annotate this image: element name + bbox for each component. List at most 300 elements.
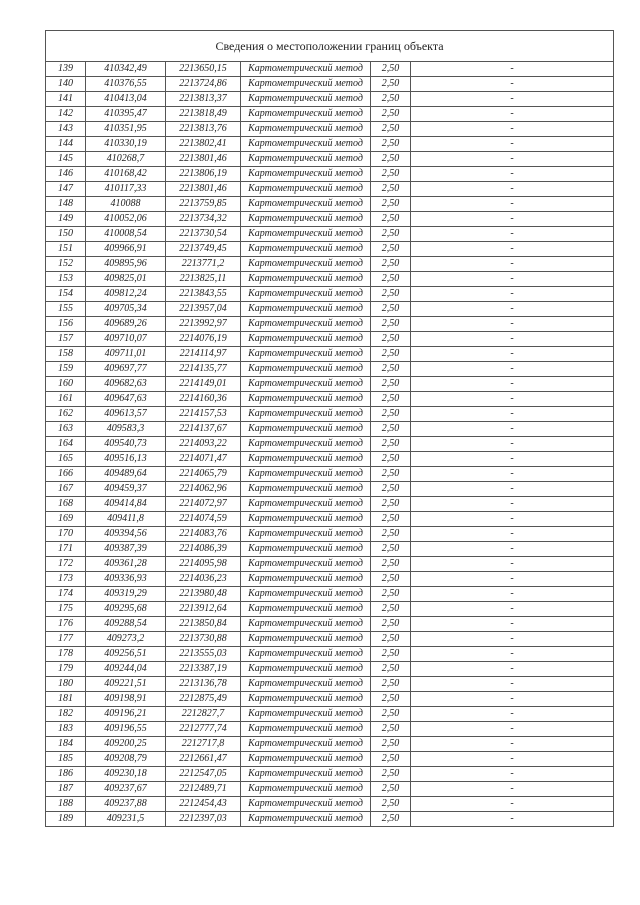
table-row bbox=[46, 347, 614, 362]
coord-y-cell: 2213802,41 bbox=[166, 137, 241, 152]
coord-x-cell: 409237,67 bbox=[86, 782, 166, 797]
table-row bbox=[46, 377, 614, 392]
accuracy-cell: 2,50 bbox=[371, 452, 411, 467]
accuracy-cell: 2,50 bbox=[371, 692, 411, 707]
accuracy-cell: 2,50 bbox=[371, 302, 411, 317]
description-cell: - bbox=[411, 662, 614, 677]
coord-y-cell: 2213724,86 bbox=[166, 77, 241, 92]
method-cell: Картометрический метод bbox=[241, 797, 371, 812]
coord-x-cell: 410268,7 bbox=[86, 152, 166, 167]
accuracy-cell: 2,50 bbox=[371, 737, 411, 752]
point-number-cell: 162 bbox=[46, 407, 86, 422]
coord-y-cell: 2214062,96 bbox=[166, 482, 241, 497]
boundary-table bbox=[45, 30, 614, 827]
accuracy-cell: 2,50 bbox=[371, 437, 411, 452]
coord-y-cell: 2213843,55 bbox=[166, 287, 241, 302]
point-number-cell: 157 bbox=[46, 332, 86, 347]
description-cell: - bbox=[411, 752, 614, 767]
method-cell: Картометрический метод bbox=[241, 347, 371, 362]
accuracy-cell: 2,50 bbox=[371, 167, 411, 182]
accuracy-cell: 2,50 bbox=[371, 122, 411, 137]
table-row bbox=[46, 422, 614, 437]
method-cell: Картометрический метод bbox=[241, 482, 371, 497]
point-number-cell: 173 bbox=[46, 572, 86, 587]
table-row bbox=[46, 107, 614, 122]
coord-y-cell: 2214071,47 bbox=[166, 452, 241, 467]
accuracy-cell: 2,50 bbox=[371, 137, 411, 152]
method-cell: Картометрический метод bbox=[241, 392, 371, 407]
coord-y-cell: 2212827,7 bbox=[166, 707, 241, 722]
point-number-cell: 156 bbox=[46, 317, 86, 332]
coord-y-cell: 2214095,98 bbox=[166, 557, 241, 572]
coord-x-cell: 409697,77 bbox=[86, 362, 166, 377]
table-row bbox=[46, 752, 614, 767]
table-row bbox=[46, 812, 614, 827]
method-cell: Картометрический метод bbox=[241, 767, 371, 782]
description-cell: - bbox=[411, 497, 614, 512]
method-cell: Картометрический метод bbox=[241, 197, 371, 212]
point-number-cell: 180 bbox=[46, 677, 86, 692]
method-cell: Картометрический метод bbox=[241, 467, 371, 482]
point-number-cell: 184 bbox=[46, 737, 86, 752]
coord-x-cell: 409198,91 bbox=[86, 692, 166, 707]
point-number-cell: 189 bbox=[46, 812, 86, 827]
description-cell: - bbox=[411, 332, 614, 347]
method-cell: Картометрический метод bbox=[241, 407, 371, 422]
coord-x-cell: 409208,79 bbox=[86, 752, 166, 767]
coord-y-cell: 2214093,22 bbox=[166, 437, 241, 452]
description-cell: - bbox=[411, 272, 614, 287]
table-row bbox=[46, 767, 614, 782]
coord-x-cell: 409256,51 bbox=[86, 647, 166, 662]
table-row bbox=[46, 152, 614, 167]
table-row bbox=[46, 542, 614, 557]
description-cell: - bbox=[411, 647, 614, 662]
accuracy-cell: 2,50 bbox=[371, 257, 411, 272]
table-row bbox=[46, 392, 614, 407]
coord-x-cell: 410117,33 bbox=[86, 182, 166, 197]
table-row bbox=[46, 287, 614, 302]
accuracy-cell: 2,50 bbox=[371, 812, 411, 827]
coord-y-cell: 2213136,78 bbox=[166, 677, 241, 692]
point-number-cell: 154 bbox=[46, 287, 86, 302]
coord-y-cell: 2214114,97 bbox=[166, 347, 241, 362]
description-cell: - bbox=[411, 107, 614, 122]
coord-x-cell: 409361,28 bbox=[86, 557, 166, 572]
description-cell: - bbox=[411, 137, 614, 152]
coord-x-cell: 409221,51 bbox=[86, 677, 166, 692]
method-cell: Картометрический метод bbox=[241, 287, 371, 302]
point-number-cell: 148 bbox=[46, 197, 86, 212]
point-number-cell: 175 bbox=[46, 602, 86, 617]
coord-y-cell: 2214076,19 bbox=[166, 332, 241, 347]
accuracy-cell: 2,50 bbox=[371, 647, 411, 662]
coord-x-cell: 409516,13 bbox=[86, 452, 166, 467]
method-cell: Картометрический метод bbox=[241, 782, 371, 797]
point-number-cell: 158 bbox=[46, 347, 86, 362]
method-cell: Картометрический метод bbox=[241, 722, 371, 737]
coord-x-cell: 409647,63 bbox=[86, 392, 166, 407]
table-row bbox=[46, 677, 614, 692]
description-cell: - bbox=[411, 182, 614, 197]
point-number-cell: 160 bbox=[46, 377, 86, 392]
table-row bbox=[46, 647, 614, 662]
coord-y-cell: 2212397,03 bbox=[166, 812, 241, 827]
table-row bbox=[46, 302, 614, 317]
description-cell: - bbox=[411, 482, 614, 497]
method-cell: Картометрический метод bbox=[241, 737, 371, 752]
coord-y-cell: 2213771,2 bbox=[166, 257, 241, 272]
table-row bbox=[46, 437, 614, 452]
method-cell: Картометрический метод bbox=[241, 647, 371, 662]
table-title: Сведения о местоположении границ объекта bbox=[46, 31, 614, 62]
point-number-cell: 166 bbox=[46, 467, 86, 482]
coord-y-cell: 2212454,43 bbox=[166, 797, 241, 812]
coord-y-cell: 2214137,67 bbox=[166, 422, 241, 437]
accuracy-cell: 2,50 bbox=[371, 272, 411, 287]
point-number-cell: 159 bbox=[46, 362, 86, 377]
coord-y-cell: 2214072,97 bbox=[166, 497, 241, 512]
description-cell: - bbox=[411, 92, 614, 107]
accuracy-cell: 2,50 bbox=[371, 632, 411, 647]
coord-x-cell: 410052,06 bbox=[86, 212, 166, 227]
point-number-cell: 150 bbox=[46, 227, 86, 242]
table-row bbox=[46, 92, 614, 107]
coord-x-cell: 410413,04 bbox=[86, 92, 166, 107]
accuracy-cell: 2,50 bbox=[371, 587, 411, 602]
table-row bbox=[46, 362, 614, 377]
point-number-cell: 163 bbox=[46, 422, 86, 437]
coord-x-cell: 409244,04 bbox=[86, 662, 166, 677]
description-cell: - bbox=[411, 692, 614, 707]
coord-y-cell: 2214135,77 bbox=[166, 362, 241, 377]
point-number-cell: 167 bbox=[46, 482, 86, 497]
table-row bbox=[46, 197, 614, 212]
description-cell: - bbox=[411, 767, 614, 782]
point-number-cell: 181 bbox=[46, 692, 86, 707]
coord-x-cell: 409336,93 bbox=[86, 572, 166, 587]
point-number-cell: 165 bbox=[46, 452, 86, 467]
point-number-cell: 182 bbox=[46, 707, 86, 722]
table-row bbox=[46, 692, 614, 707]
description-cell: - bbox=[411, 392, 614, 407]
coord-y-cell: 2213912,64 bbox=[166, 602, 241, 617]
point-number-cell: 171 bbox=[46, 542, 86, 557]
description-cell: - bbox=[411, 782, 614, 797]
description-cell: - bbox=[411, 362, 614, 377]
accuracy-cell: 2,50 bbox=[371, 287, 411, 302]
coord-y-cell: 2212875,49 bbox=[166, 692, 241, 707]
coord-x-cell: 409394,56 bbox=[86, 527, 166, 542]
coord-x-cell: 410330,19 bbox=[86, 137, 166, 152]
method-cell: Картометрический метод bbox=[241, 317, 371, 332]
accuracy-cell: 2,50 bbox=[371, 347, 411, 362]
description-cell: - bbox=[411, 257, 614, 272]
description-cell: - bbox=[411, 512, 614, 527]
table-row bbox=[46, 662, 614, 677]
method-cell: Картометрический метод bbox=[241, 137, 371, 152]
method-cell: Картометрический метод bbox=[241, 812, 371, 827]
coord-x-cell: 409540,73 bbox=[86, 437, 166, 452]
coord-y-cell: 2213825,11 bbox=[166, 272, 241, 287]
method-cell: Картометрический метод bbox=[241, 212, 371, 227]
method-cell: Картометрический метод bbox=[241, 122, 371, 137]
point-number-cell: 176 bbox=[46, 617, 86, 632]
coord-x-cell: 409319,29 bbox=[86, 587, 166, 602]
table-row bbox=[46, 587, 614, 602]
description-cell: - bbox=[411, 302, 614, 317]
table-row bbox=[46, 332, 614, 347]
coord-y-cell: 2213818,49 bbox=[166, 107, 241, 122]
description-cell: - bbox=[411, 737, 614, 752]
point-number-cell: 169 bbox=[46, 512, 86, 527]
coord-y-cell: 2213813,76 bbox=[166, 122, 241, 137]
point-number-cell: 185 bbox=[46, 752, 86, 767]
table-row bbox=[46, 572, 614, 587]
description-cell: - bbox=[411, 452, 614, 467]
coord-x-cell: 410395,47 bbox=[86, 107, 166, 122]
coord-x-cell: 409895,96 bbox=[86, 257, 166, 272]
method-cell: Картометрический метод bbox=[241, 362, 371, 377]
table-row bbox=[46, 707, 614, 722]
coord-x-cell: 410088 bbox=[86, 197, 166, 212]
table-row bbox=[46, 182, 614, 197]
coord-y-cell: 2214086,39 bbox=[166, 542, 241, 557]
method-cell: Картометрический метод bbox=[241, 332, 371, 347]
method-cell: Картометрический метод bbox=[241, 257, 371, 272]
method-cell: Картометрический метод bbox=[241, 497, 371, 512]
description-cell: - bbox=[411, 167, 614, 182]
accuracy-cell: 2,50 bbox=[371, 797, 411, 812]
accuracy-cell: 2,50 bbox=[371, 767, 411, 782]
coord-x-cell: 410342,49 bbox=[86, 62, 166, 77]
description-cell: - bbox=[411, 317, 614, 332]
coord-y-cell: 2212717,8 bbox=[166, 737, 241, 752]
description-cell: - bbox=[411, 287, 614, 302]
description-cell: - bbox=[411, 797, 614, 812]
accuracy-cell: 2,50 bbox=[371, 422, 411, 437]
coord-y-cell: 2213650,15 bbox=[166, 62, 241, 77]
coord-y-cell: 2214157,53 bbox=[166, 407, 241, 422]
method-cell: Картометрический метод bbox=[241, 527, 371, 542]
method-cell: Картометрический метод bbox=[241, 692, 371, 707]
accuracy-cell: 2,50 bbox=[371, 212, 411, 227]
coord-y-cell: 2212489,71 bbox=[166, 782, 241, 797]
description-cell: - bbox=[411, 602, 614, 617]
method-cell: Картометрический метод bbox=[241, 587, 371, 602]
table-row bbox=[46, 317, 614, 332]
description-cell: - bbox=[411, 62, 614, 77]
description-cell: - bbox=[411, 677, 614, 692]
point-number-cell: 172 bbox=[46, 557, 86, 572]
accuracy-cell: 2,50 bbox=[371, 392, 411, 407]
accuracy-cell: 2,50 bbox=[371, 557, 411, 572]
table-row bbox=[46, 512, 614, 527]
coord-x-cell: 409414,84 bbox=[86, 497, 166, 512]
point-number-cell: 149 bbox=[46, 212, 86, 227]
description-cell: - bbox=[411, 437, 614, 452]
coord-x-cell: 409387,39 bbox=[86, 542, 166, 557]
method-cell: Картометрический метод bbox=[241, 662, 371, 677]
coord-y-cell: 2214083,76 bbox=[166, 527, 241, 542]
coord-x-cell: 409231,5 bbox=[86, 812, 166, 827]
description-cell: - bbox=[411, 557, 614, 572]
method-cell: Картометрический метод bbox=[241, 77, 371, 92]
accuracy-cell: 2,50 bbox=[371, 482, 411, 497]
coord-x-cell: 409825,01 bbox=[86, 272, 166, 287]
accuracy-cell: 2,50 bbox=[371, 527, 411, 542]
accuracy-cell: 2,50 bbox=[371, 542, 411, 557]
table-row bbox=[46, 452, 614, 467]
coord-y-cell: 2213555,03 bbox=[166, 647, 241, 662]
table-row bbox=[46, 632, 614, 647]
accuracy-cell: 2,50 bbox=[371, 602, 411, 617]
coord-y-cell: 2213734,32 bbox=[166, 212, 241, 227]
table-row bbox=[46, 257, 614, 272]
method-cell: Картометрический метод bbox=[241, 452, 371, 467]
accuracy-cell: 2,50 bbox=[371, 617, 411, 632]
coord-x-cell: 409705,34 bbox=[86, 302, 166, 317]
accuracy-cell: 2,50 bbox=[371, 227, 411, 242]
coord-y-cell: 2213387,19 bbox=[166, 662, 241, 677]
method-cell: Картометрический метод bbox=[241, 572, 371, 587]
coord-y-cell: 2214036,23 bbox=[166, 572, 241, 587]
method-cell: Картометрический метод bbox=[241, 182, 371, 197]
table-row bbox=[46, 122, 614, 137]
point-number-cell: 146 bbox=[46, 167, 86, 182]
point-number-cell: 140 bbox=[46, 77, 86, 92]
accuracy-cell: 2,50 bbox=[371, 467, 411, 482]
method-cell: Картометрический метод bbox=[241, 272, 371, 287]
description-cell: - bbox=[411, 212, 614, 227]
coord-y-cell: 2212777,74 bbox=[166, 722, 241, 737]
table-row bbox=[46, 242, 614, 257]
point-number-cell: 183 bbox=[46, 722, 86, 737]
accuracy-cell: 2,50 bbox=[371, 107, 411, 122]
description-cell: - bbox=[411, 572, 614, 587]
accuracy-cell: 2,50 bbox=[371, 512, 411, 527]
accuracy-cell: 2,50 bbox=[371, 722, 411, 737]
method-cell: Картометрический метод bbox=[241, 752, 371, 767]
point-number-cell: 187 bbox=[46, 782, 86, 797]
table-row bbox=[46, 722, 614, 737]
coord-y-cell: 2213806,19 bbox=[166, 167, 241, 182]
method-cell: Картометрический метод bbox=[241, 422, 371, 437]
accuracy-cell: 2,50 bbox=[371, 197, 411, 212]
accuracy-cell: 2,50 bbox=[371, 152, 411, 167]
description-cell: - bbox=[411, 197, 614, 212]
coord-y-cell: 2213759,85 bbox=[166, 197, 241, 212]
description-cell: - bbox=[411, 707, 614, 722]
accuracy-cell: 2,50 bbox=[371, 182, 411, 197]
coord-x-cell: 410376,55 bbox=[86, 77, 166, 92]
table-row bbox=[46, 602, 614, 617]
table-row bbox=[46, 527, 614, 542]
accuracy-cell: 2,50 bbox=[371, 752, 411, 767]
coord-x-cell: 409812,24 bbox=[86, 287, 166, 302]
table-row bbox=[46, 557, 614, 572]
coord-x-cell: 410008,54 bbox=[86, 227, 166, 242]
coord-x-cell: 410351,95 bbox=[86, 122, 166, 137]
point-number-cell: 178 bbox=[46, 647, 86, 662]
point-number-cell: 155 bbox=[46, 302, 86, 317]
point-number-cell: 186 bbox=[46, 767, 86, 782]
coord-y-cell: 2212661,47 bbox=[166, 752, 241, 767]
method-cell: Картометрический метод bbox=[241, 677, 371, 692]
method-cell: Картометрический метод bbox=[241, 302, 371, 317]
method-cell: Картометрический метод bbox=[241, 152, 371, 167]
coord-x-cell: 409230,18 bbox=[86, 767, 166, 782]
table-row bbox=[46, 617, 614, 632]
accuracy-cell: 2,50 bbox=[371, 407, 411, 422]
coord-x-cell: 409200,25 bbox=[86, 737, 166, 752]
coord-y-cell: 2213749,45 bbox=[166, 242, 241, 257]
accuracy-cell: 2,50 bbox=[371, 62, 411, 77]
description-cell: - bbox=[411, 227, 614, 242]
point-number-cell: 188 bbox=[46, 797, 86, 812]
description-cell: - bbox=[411, 377, 614, 392]
coord-x-cell: 409710,07 bbox=[86, 332, 166, 347]
coord-x-cell: 409613,57 bbox=[86, 407, 166, 422]
description-cell: - bbox=[411, 152, 614, 167]
point-number-cell: 141 bbox=[46, 92, 86, 107]
point-number-cell: 151 bbox=[46, 242, 86, 257]
method-cell: Картометрический метод bbox=[241, 437, 371, 452]
point-number-cell: 164 bbox=[46, 437, 86, 452]
coord-y-cell: 2213980,48 bbox=[166, 587, 241, 602]
coord-y-cell: 2213730,88 bbox=[166, 632, 241, 647]
point-number-cell: 161 bbox=[46, 392, 86, 407]
coord-x-cell: 409489,64 bbox=[86, 467, 166, 482]
table-row bbox=[46, 272, 614, 287]
accuracy-cell: 2,50 bbox=[371, 317, 411, 332]
coord-y-cell: 2214074,59 bbox=[166, 512, 241, 527]
description-cell: - bbox=[411, 77, 614, 92]
point-number-cell: 139 bbox=[46, 62, 86, 77]
table-row bbox=[46, 212, 614, 227]
description-cell: - bbox=[411, 527, 614, 542]
table-row bbox=[46, 482, 614, 497]
coord-x-cell: 409237,88 bbox=[86, 797, 166, 812]
coord-x-cell: 409196,21 bbox=[86, 707, 166, 722]
point-number-cell: 152 bbox=[46, 257, 86, 272]
document-sheet bbox=[45, 30, 613, 827]
method-cell: Картометрический метод bbox=[241, 617, 371, 632]
table-row bbox=[46, 77, 614, 92]
method-cell: Картометрический метод bbox=[241, 242, 371, 257]
point-number-cell: 168 bbox=[46, 497, 86, 512]
coord-x-cell: 409295,68 bbox=[86, 602, 166, 617]
accuracy-cell: 2,50 bbox=[371, 92, 411, 107]
coord-y-cell: 2214065,79 bbox=[166, 467, 241, 482]
coord-y-cell: 2213801,46 bbox=[166, 182, 241, 197]
coord-x-cell: 409196,55 bbox=[86, 722, 166, 737]
point-number-cell: 177 bbox=[46, 632, 86, 647]
accuracy-cell: 2,50 bbox=[371, 677, 411, 692]
coord-x-cell: 409583,3 bbox=[86, 422, 166, 437]
accuracy-cell: 2,50 bbox=[371, 497, 411, 512]
coord-y-cell: 2212547,05 bbox=[166, 767, 241, 782]
coord-x-cell: 409459,37 bbox=[86, 482, 166, 497]
coord-y-cell: 2213992,97 bbox=[166, 317, 241, 332]
method-cell: Картометрический метод bbox=[241, 512, 371, 527]
point-number-cell: 147 bbox=[46, 182, 86, 197]
table-row bbox=[46, 797, 614, 812]
description-cell: - bbox=[411, 812, 614, 827]
point-number-cell: 143 bbox=[46, 122, 86, 137]
method-cell: Картометрический метод bbox=[241, 92, 371, 107]
accuracy-cell: 2,50 bbox=[371, 332, 411, 347]
